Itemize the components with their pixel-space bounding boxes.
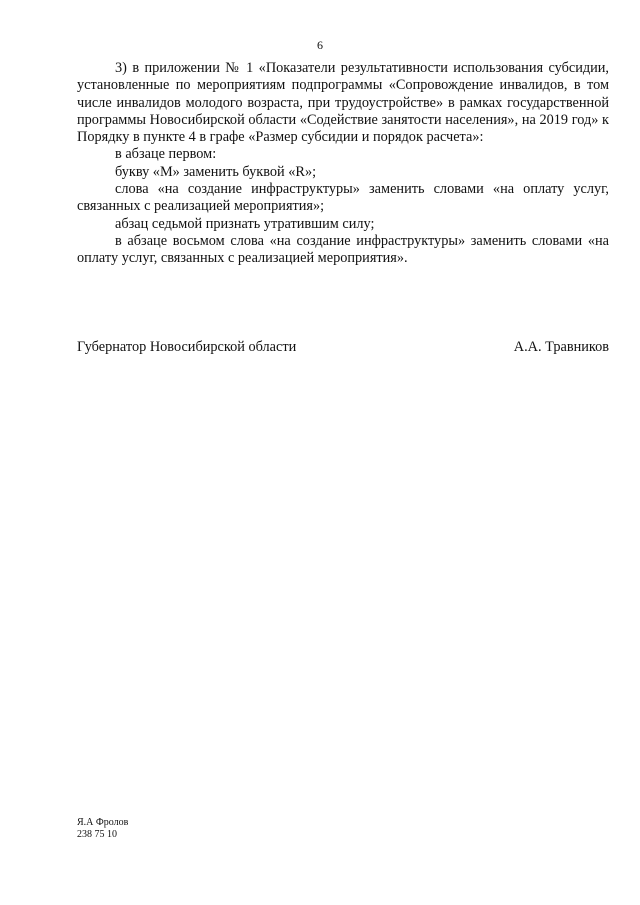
page-number: 6	[317, 38, 323, 52]
executor-footer	[77, 817, 128, 841]
paragraph-amendment-3: 3) в приложении № 1 «Показатели результативности использования субсидии, установленные по мероприятиям подпрограммы «Сопровождение инвалидов, в том числе инвалидов молодого возраста, при трудоустройстве» в рамках государственной программы Новосибирской области «Содействие занятости населения», на 2019 год» к Порядку в пункте 4 в графе «Размер субсидии и порядок расчета»:	[77, 60, 609, 146]
document-body	[77, 60, 609, 268]
paragraph-eighth-replace: в абзаце восьмом слова «на создание инфраструктуры» заменить словами «на оплату услуг, связанных с реализацией мероприятия».	[77, 232, 609, 267]
paragraph-first-clause: в абзаце первом:	[115, 146, 217, 163]
signatory-position: Губернатор Новосибирской области	[77, 339, 297, 355]
signature-block	[77, 339, 609, 356]
executor-phone: 238 75 10	[77, 829, 117, 840]
paragraph-letter-replace: букву «М» заменить буквой «R»;	[115, 163, 317, 180]
executor-name: Я.А Фролов	[77, 817, 129, 828]
paragraph-seventh-void: абзац седьмой признать утратившим силу;	[115, 215, 375, 232]
paragraph-words-replace: слова «на создание инфраструктуры» заменить словами «на оплату услуг, связанных с реализацией мероприятия»;	[77, 181, 609, 215]
signatory-name: А.А. Травников	[513, 339, 609, 355]
